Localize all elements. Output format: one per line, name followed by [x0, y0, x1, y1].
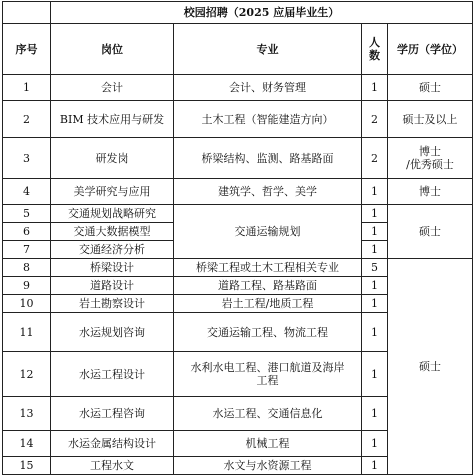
cell-seq: 9: [3, 277, 51, 295]
cell-position: 会计: [51, 75, 174, 101]
cell-position: 工程水文: [51, 457, 174, 475]
cell-major-merged: 交通运输规划: [174, 205, 362, 259]
table-caption: 校园招聘（2025 应届毕业生）: [51, 2, 473, 24]
cell-seq: 11: [3, 313, 51, 352]
cell-major: 桥梁工程或土木工程相关专业: [174, 259, 362, 277]
cell-count: 2: [362, 138, 388, 179]
cell-position: 桥梁设计: [51, 259, 174, 277]
cell-major: 岩土工程/地质工程: [174, 295, 362, 313]
header-seq: 序号: [3, 24, 51, 75]
cell-major-line2: 工程: [256, 374, 279, 387]
header-count: [362, 24, 388, 75]
header-count-line1: 人: [369, 36, 380, 49]
header-major: 专业: [174, 24, 362, 75]
cell-degree-merged: 硕士: [388, 205, 473, 259]
cell-count: 1: [362, 313, 388, 352]
table-row: [3, 75, 473, 101]
cell-count: 2: [362, 101, 388, 138]
cell-seq: 12: [3, 352, 51, 397]
cell-degree: 博士: [388, 179, 473, 205]
cell-count: 1: [362, 457, 388, 475]
cell-degree-line2: /优秀硕士: [406, 158, 454, 171]
cell-position: 水运工程设计: [51, 352, 174, 397]
cell-position: 交通规划战略研究: [51, 205, 174, 223]
cell-count: 1: [362, 205, 388, 223]
cell-count: 1: [362, 277, 388, 295]
cell-seq: 5: [3, 205, 51, 223]
cell-degree-line1: 博士: [419, 145, 441, 158]
cell-count: 1: [362, 241, 388, 259]
cell-position: 交通大数据模型: [51, 223, 174, 241]
cell-count: 1: [362, 75, 388, 101]
cell-count: 1: [362, 431, 388, 457]
cell-seq: 14: [3, 431, 51, 457]
cell-degree: 硕士: [388, 75, 473, 101]
cell-position: 水运工程咨询: [51, 397, 174, 431]
cell-position: 水运金属结构设计: [51, 431, 174, 457]
cell-degree: [388, 138, 473, 179]
cell-major: [174, 352, 362, 397]
caption-blank-cell: [3, 2, 51, 24]
cell-major: 会计、财务管理: [174, 75, 362, 101]
cell-count: 1: [362, 179, 388, 205]
cell-major: 道路工程、路基路面: [174, 277, 362, 295]
header-degree: 学历（学位）: [388, 24, 473, 75]
cell-major: 机械工程: [174, 431, 362, 457]
table-row: [3, 259, 473, 277]
cell-count: 1: [362, 295, 388, 313]
cell-count: 1: [362, 352, 388, 397]
cell-major: 水文与水资源工程: [174, 457, 362, 475]
cell-position: 美学研究与应用: [51, 179, 174, 205]
cell-major: 水运工程、交通信息化: [174, 397, 362, 431]
caption-row: [3, 2, 473, 24]
header-position: 岗位: [51, 24, 174, 75]
cell-seq: 7: [3, 241, 51, 259]
cell-seq: 15: [3, 457, 51, 475]
cell-count: 1: [362, 223, 388, 241]
cell-count: 1: [362, 397, 388, 431]
table-row: [3, 101, 473, 138]
cell-position: 岩土勘察设计: [51, 295, 174, 313]
cell-position: BIM 技术应用与研发: [51, 101, 174, 138]
cell-major: 建筑学、哲学、美学: [174, 179, 362, 205]
cell-seq: 1: [3, 75, 51, 101]
cell-seq: 2: [3, 101, 51, 138]
table-row: [3, 179, 473, 205]
cell-major-line1: 水利水电工程、港口航道及海岸: [190, 361, 345, 374]
cell-seq: 13: [3, 397, 51, 431]
cell-major: 交通运输工程、物流工程: [174, 313, 362, 352]
table-row: [3, 205, 473, 223]
cell-seq: 4: [3, 179, 51, 205]
cell-position: 研发岗: [51, 138, 174, 179]
cell-seq: 10: [3, 295, 51, 313]
cell-position: 水运规划咨询: [51, 313, 174, 352]
cell-degree-merged: 硕士: [388, 259, 473, 475]
cell-seq: 6: [3, 223, 51, 241]
header-count-line2: 数: [369, 49, 380, 62]
cell-seq: 8: [3, 259, 51, 277]
cell-position: 交通经济分析: [51, 241, 174, 259]
cell-position: 道路设计: [51, 277, 174, 295]
header-row: [3, 24, 473, 75]
recruitment-table: [2, 1, 473, 475]
cell-major: 土木工程（智能建造方向）: [174, 101, 362, 138]
table-row: [3, 138, 473, 179]
cell-seq: 3: [3, 138, 51, 179]
cell-degree: 硕士及以上: [388, 101, 473, 138]
cell-count: 5: [362, 259, 388, 277]
cell-major: 桥梁结构、监测、路基路面: [174, 138, 362, 179]
